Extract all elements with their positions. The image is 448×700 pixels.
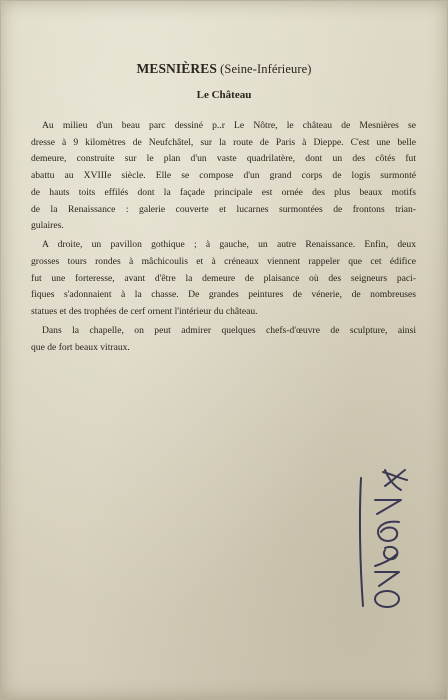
text-line: statues et des trophées de cerf ornent l'intérieur du château. [31,306,258,318]
text-line: que de fort beaux vitraux. [31,341,130,353]
paragraph-3 [31,323,416,356]
text-line: de la Renaissance : galerie couverte et lucarnes surmontées de frontons trian- [31,203,416,215]
paragraph-2 [31,237,416,321]
text-line: abattu au XVIIIe siècle. Elle se compose d'un grand corps de logis surmonté [31,170,416,182]
region-name: (Seine-Inférieure) [220,62,312,76]
text-line: gulaires. [31,220,64,232]
text-line: Dans la chapelle, on peut admirer quelques chefs-d'œuvre de sculpture, ainsi [42,325,416,337]
paragraph-1 [31,118,416,235]
text-line: grosses tours rondes à mâchicoulis et à créneaux viennent rappeler que cet édifice [31,256,416,268]
place-name: MESNIÈRES [136,61,217,76]
handwritten-annotation [339,456,425,616]
page-subtitle: Le Château [196,89,252,101]
text-line: Au milieu d'un beau parc dessiné p..r Le Nôtre, le château de Mesnières se [42,120,416,131]
text-line: de hauts toits effilés dont la façade principale est ornée des plus beaux motifs [31,186,416,198]
text-line: fut une forteresse, avant d'être la demeure de plaisance où des seigneurs paci- [31,272,416,284]
description-text [31,118,416,359]
text-line: fiques s'adonnaient à la chasse. De grandes peintures de vénerie, de nombreuses [31,289,416,301]
text-line: demeure, construite sur le plan d'un vaste quadrilatère, dont un des côtés fut [31,153,416,165]
text-line: A droite, un pavillon gothique ; à gauche, un autre Renaissance. Enfin, deux [42,239,416,251]
text-line: dresse à 9 kilomètres de Neufchâtel, sur la route de Paris à Dieppe. C'est une belle [31,136,416,148]
page-title [1,61,447,77]
